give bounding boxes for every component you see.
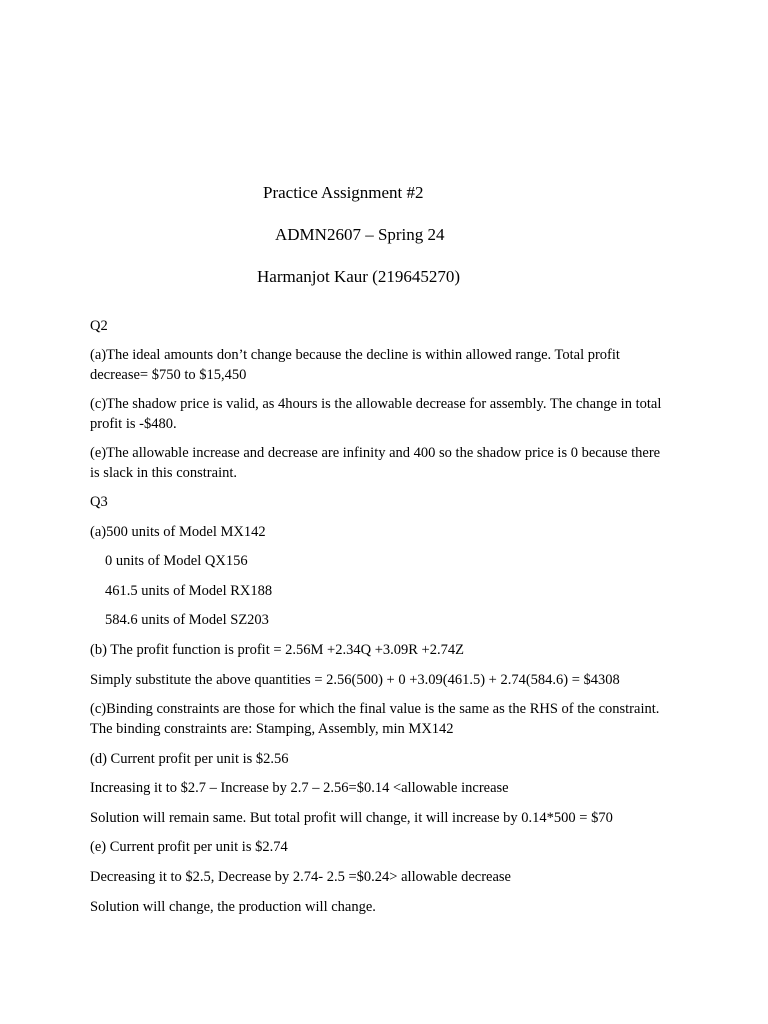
author-name: Harmanjot Kaur (219645270) <box>257 267 461 286</box>
q3-answer-d-line-1: (d) Current profit per unit is $2.56 <box>90 751 289 767</box>
q3-answer-a-line-3: 461.5 units of Model RX188 <box>105 583 273 599</box>
q2-answer-e: (e)The allowable increase and decrease are infinity and 400 so the shadow price is 0 because there is slack in this constraint. <box>90 445 661 481</box>
q3-answer-b-line-1: (b) The profit function is profit = 2.56M +2.34Q +3.09R +2.74Z <box>90 642 464 658</box>
q3-answer-e-line-2: Decreasing it to $2.5, Decrease by 2.74- 2.5 =$0.24> allowable decrease <box>90 869 511 885</box>
q3-answer-d-line-2: Increasing it to $2.7 – Increase by 2.7 – 2.56=$0.14 <allowable increase <box>90 780 509 796</box>
q2-answer-a: (a)The ideal amounts don’t change because the decline is within allowed range. Total profit decrease= $750 to $15,450 <box>90 347 620 383</box>
q3-answer-e-line-3: Solution will change, the production will change. <box>90 899 376 915</box>
q2-answer-c: (c)The shadow price is valid, as 4hours is the allowable decrease for assembly. The change in total profit is -$480. <box>90 396 662 432</box>
q3-answer-e-line-1: (e) Current profit per unit is $2.74 <box>90 839 288 855</box>
q2-heading: Q2 <box>90 318 108 334</box>
q3-answer-b-line-2: Simply substitute the above quantities = 2.56(500) + 0 +3.09(461.5) + 2.74(584.6) = $4308 <box>90 672 620 688</box>
document-title: Practice Assignment #2 <box>263 183 424 202</box>
course-name: ADMN2607 – Spring 24 <box>275 225 445 244</box>
q3-answer-c: (c)Binding constraints are those for which the final value is the same as the RHS of the constraint. The binding constraints are: Stamping, Assembly, min MX142 <box>90 701 660 737</box>
q3-answer-a-line-2: 0 units of Model QX156 <box>105 553 248 569</box>
q3-heading: Q3 <box>90 494 108 510</box>
q3-answer-a-line-1: (a)500 units of Model MX142 <box>90 524 266 540</box>
q3-answer-d-line-3: Solution will remain same. But total profit will change, it will increase by 0.14*500 = $70 <box>90 810 613 826</box>
q3-answer-a-line-4: 584.6 units of Model SZ203 <box>105 612 269 628</box>
